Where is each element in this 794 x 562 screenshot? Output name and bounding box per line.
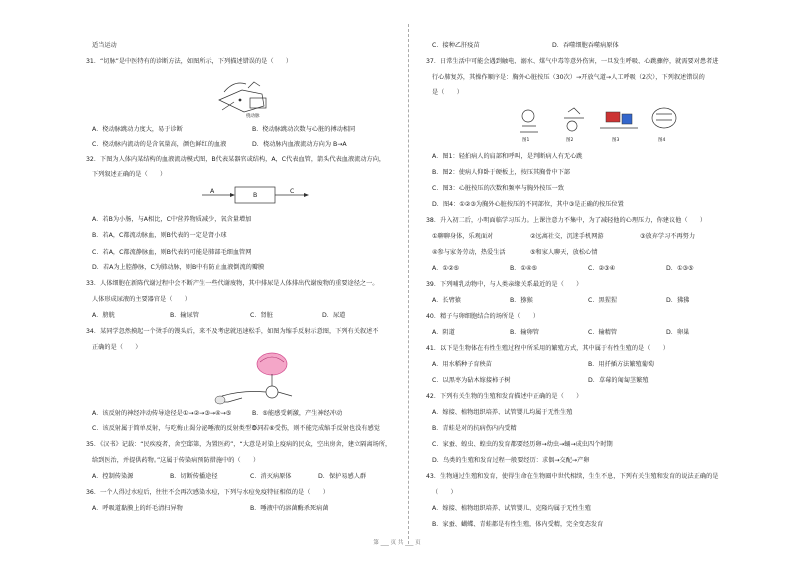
q39-option-d: D．狒狒 bbox=[666, 297, 690, 304]
q37-fig-4-label: 图4 bbox=[658, 138, 666, 143]
column-divider bbox=[408, 24, 409, 544]
q37-option-c: C．图3：心脏按压的次数和频率与胸外按压一致 bbox=[432, 185, 565, 192]
q32-stem-2: 下列叙述正确的是（ ） bbox=[92, 171, 167, 178]
q41-option-c: C．以黑枣为砧木嫁接柿子树 bbox=[432, 377, 511, 384]
q36-option-d: D．吞噬细胞吞噬病原体 bbox=[552, 42, 619, 49]
q43-option-b: B．家蚕、蝴蝶、青蛙都是有性生殖，体内受精，完全变态发育 bbox=[432, 521, 604, 528]
q37-option-b: B．图2：使病人仰卧于硬板上，按压其胸骨中下部 bbox=[432, 169, 571, 176]
q35-option-b: B．切断传播途径 bbox=[170, 473, 218, 480]
cpr-steps-figure bbox=[514, 104, 684, 138]
q30-tail: 适当运动 bbox=[92, 42, 117, 49]
q33-stem-1: 33．人体细胞在新陈代谢过程中会不断产生一些代谢废物，其中排尿是人体排出代谢废物的重要途径之一。 bbox=[86, 280, 379, 287]
q32-option-b: B．若A，C都流动脉血，则B代表的一定是肾小球 bbox=[92, 232, 227, 239]
q36-option-b: B．唾液中的溶菌酶杀死病菌 bbox=[250, 505, 329, 512]
q39-option-b: B．猕猴 bbox=[510, 297, 533, 304]
page-footer: 第 ___ 页 共 ___ 页 bbox=[373, 540, 421, 546]
q39-option-c: C．黑猩猩 bbox=[588, 297, 618, 304]
q41-option-d: D．草莓的匍匐茎繁殖 bbox=[588, 377, 649, 384]
q38-statement-5: ⑤和家人聊天，放松心情 bbox=[530, 249, 598, 256]
q33-option-c: C．肾脏 bbox=[250, 312, 273, 319]
q36-stem: 36．一个人得过水痘后，往往不会再次感染水痘，下列与水痘免疫特征相似的是（ ） bbox=[86, 489, 329, 496]
q38-statement-3: ③放弃学习不再努力 bbox=[640, 233, 696, 240]
q43-option-a: A．嫁接、植物组织培养、试管婴儿、克隆均属于无性生殖 bbox=[432, 505, 591, 512]
q38-option-c: C．②③④ bbox=[588, 265, 616, 272]
q40-option-b: B．输卵管 bbox=[510, 329, 539, 336]
q35-stem-1: 35．《汉书》记载：“民疾疫者，舍空邸第，为置医药”，“大意是对染上疫病的民众，空出房舍，建立隔离场所， bbox=[86, 441, 392, 448]
q34-option-a: A．该反射的神经冲动传导途径是①→②→③→④→⑤ bbox=[92, 410, 232, 417]
q37-fig-1-label: 图1 bbox=[522, 138, 530, 143]
q41-option-a: A．用水稻种子育秧苗 bbox=[432, 361, 492, 368]
q37-stem-2: 行心肺复苏，其操作顺序是：胸外心脏按压（30次）→开放气道→人工呼吸（2次），下列叙述错误的 bbox=[432, 74, 705, 81]
q38-statement-4: ④参与家务劳动，热爱生活 bbox=[432, 249, 506, 256]
q35-stem-2: 给到医治，并提供药物。”这属于传染病预防措施中的（ ） bbox=[92, 457, 260, 464]
q34-stem-1: 34．某同学忽然摸起一个烫手的馒头后，来不及考虑就迅速松手，如图为缩手反射示意图，下列有关叙述不 bbox=[86, 328, 379, 335]
pulse-diagnosis-figure bbox=[214, 72, 274, 120]
q31-option-a: A．桡动脉跳动力度大，易于诊断 bbox=[92, 126, 183, 133]
q34-option-c: C．该反射属于简单反射，与吃梅止渴分泌唾液的反射类型不同 bbox=[92, 425, 264, 432]
q42-option-c: C．家蚕、蝗虫、蝗虫的发育都要经历卵→幼虫→蛹→成虫四个时期 bbox=[432, 441, 613, 448]
q41-stem: 41．以下是生物体在有性生殖过程中所采用的繁殖方式，其中属于有性生殖的是（ ） bbox=[426, 345, 669, 352]
organ-b-label: B bbox=[253, 192, 258, 199]
q33-option-d: D．尿道 bbox=[322, 312, 346, 319]
q35-option-c: C．消灭病原体 bbox=[250, 473, 292, 480]
q38-option-b: B．①④⑤ bbox=[510, 265, 538, 272]
q37-stem-1: 37．日常生活中可能会遇到触电、溺水、煤气中毒等意外伤害，一旦发生呼吸、心跳骤停，就需要对患者进 bbox=[426, 58, 719, 65]
vessel-a-label: A bbox=[210, 188, 215, 195]
q37-option-a: A．图1：轻拍病人的肩部和呼叫，是判断病人有无心跳 bbox=[432, 153, 583, 160]
q36-option-c: C．接种乙肝疫苗 bbox=[432, 42, 480, 49]
q42-option-b: B．青蛙是对的抗病伤内内受精 bbox=[432, 425, 517, 432]
q31-option-b: B．桡动脉跳动次数与心脏的搏动相同 bbox=[252, 126, 356, 133]
q42-option-a: A．嫁接、植物组织培养、试管婴儿均属于无性生殖 bbox=[432, 409, 573, 416]
q32-option-d: D．若A为上腔静脉，C为肺动脉，则B中有防止血液倒流的瓣膜 bbox=[92, 264, 265, 271]
q39-option-a: A．长臂猿 bbox=[432, 297, 461, 304]
q42-option-d: D．鸟类的生殖和发育过程一般要经历：求偶→交配→产卵 bbox=[432, 457, 590, 464]
q35-option-a: A．控制传染源 bbox=[92, 473, 134, 480]
q37-stem-3: 是（ ） bbox=[432, 89, 463, 96]
q38-statement-2: ②远离社交，沉迷手机网游 bbox=[530, 233, 604, 240]
q41-option-b: B．用扦插方法繁殖葡萄 bbox=[588, 361, 655, 368]
q40-option-c: C．输精管 bbox=[588, 329, 618, 336]
q37-option-d: D．图4：①②③为胸外心脏按压的不同部位，其中③是正确的按压位置 bbox=[432, 201, 624, 208]
q43-stem-2: （ ） bbox=[432, 489, 457, 496]
q31-option-d: D．桡动脉内血液流动方向为 B→A bbox=[252, 141, 347, 148]
q32-option-a: A．若B为小肠，与A相比，C中营养物质减少，氧含量增加 bbox=[92, 216, 252, 223]
q38-stem: 38．升入初二后，小明面临学习压力。上课注意力不集中，为了减轻他的心理压力，你建议他（ ） bbox=[426, 217, 707, 224]
q43-stem-1: 43．生物通过生殖和发育，使得生命在生物圈中世代相续，生生不息，下列有关生殖和发育的说法正确的是 bbox=[426, 473, 719, 480]
q31-option-c: C．桡动脉内流动的是含氧量高，颜色鲜红的血液 bbox=[92, 141, 227, 148]
q40-option-a: A．阴道 bbox=[432, 329, 455, 336]
q37-fig-3-label: 图3 bbox=[612, 138, 620, 143]
q34-option-b: B．⑤能感受刺激，产生神经冲动 bbox=[252, 410, 343, 417]
q31-fig-label: 桡动脉 bbox=[246, 114, 260, 119]
q42-stem: 42．下列有关生物的生殖和发育描述中正确的是（ ） bbox=[426, 393, 583, 400]
q40-option-d: D．卵巢 bbox=[666, 329, 690, 336]
vessel-c-label: C bbox=[290, 188, 295, 195]
q32-option-c: C．若A，C都流静脉血，则B代表的可能是肺部毛细血管网 bbox=[92, 249, 252, 256]
q35-option-d: D．保护易感人群 bbox=[318, 473, 367, 480]
reflex-arc-figure bbox=[212, 352, 322, 410]
q34-stem-2: 正确的是（ ） bbox=[92, 344, 142, 351]
q34-option-d: D．若⑥受伤，则不能完成缩手反射也没有感觉 bbox=[252, 425, 380, 432]
q37-fig-2-label: 图2 bbox=[566, 138, 574, 143]
q40-stem: 40．精子与卵细胞结合的场所是（ ） bbox=[426, 313, 540, 320]
q33-option-b: B．输尿管 bbox=[170, 312, 199, 319]
q38-option-d: D．①③⑤ bbox=[666, 265, 694, 272]
q36-option-a: A．呼吸道黏膜上的纤毛清扫异物 bbox=[92, 505, 183, 512]
q32-stem-1: 32．下图为人体内某结构的血液流动模式图，B代表某器官或结构，A，C代表血管，箭头代表血液流动方向， bbox=[86, 156, 386, 163]
q39-stem: 39．下列哺乳动物中，与人类亲缘关系最近的是（ ） bbox=[426, 281, 583, 288]
q38-option-a: A．①②⑤ bbox=[432, 265, 460, 272]
q38-statement-1: ①聊聊身体，乐观面对 bbox=[432, 233, 494, 240]
q33-stem-2: 人体形成尿液的主要器官是（ ） bbox=[92, 296, 191, 303]
q31-stem: 31．“切脉”是中医特有的诊断方法，如图所示，下列描述错误的是（ ） bbox=[86, 58, 293, 65]
q33-option-a: A．膀胱 bbox=[92, 312, 115, 319]
